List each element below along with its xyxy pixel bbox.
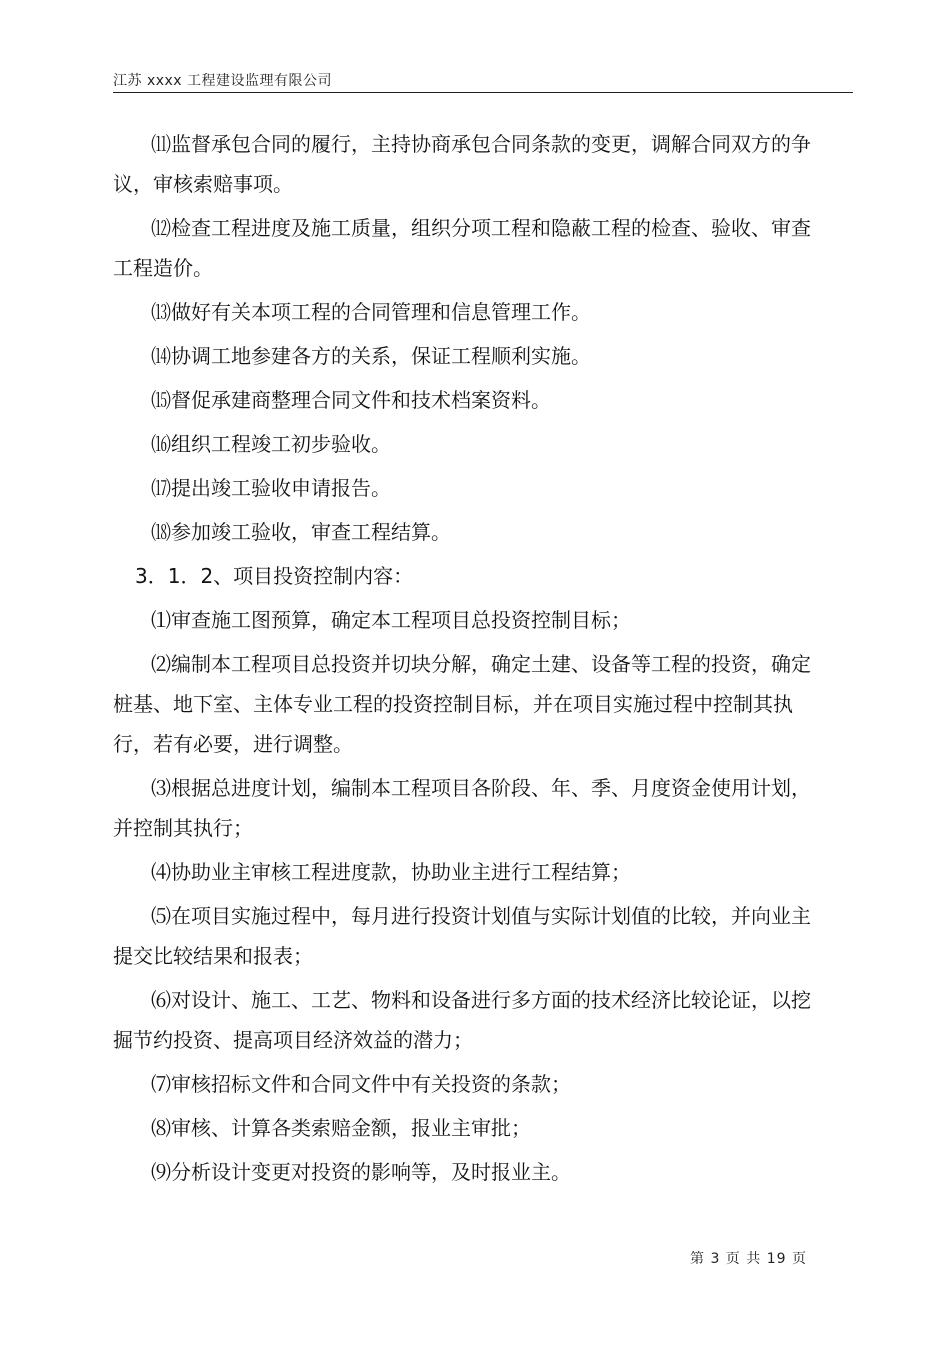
investment-item-6: ⑹对设计、施工、工艺、物料和设备进行多方面的技术经济比较论证，以挖掘节约投资、提高项目经济效益的潜力； (113, 988, 811, 1052)
page-number: 第 3 页 共 19 页 (690, 1251, 807, 1267)
document-body (113, 124, 813, 1196)
investment-item-3: ⑶根据总进度计划，编制本工程项目各阶段、年、季、月度资金使用计划，并控制其执行； (113, 776, 811, 840)
item-17: ⒄提出竣工验收申请报告。 (151, 476, 391, 500)
item-16: ⒃组织工程竣工初步验收。 (151, 432, 391, 456)
investment-item-2: ⑵编制本工程项目总投资并切块分解，确定土建、设备等工程的投资，确定桩基、地下室、主体专业工程的投资控制目标，并在项目实施过程中控制其执行，若有必要，进行调整。 (113, 652, 811, 756)
section-heading-3-1-2: 3．1．2、项目投资控制内容： (135, 564, 414, 588)
investment-item-5: ⑸在项目实施过程中，每月进行投资计划值与实际计划值的比较，并向业主提交比较结果和报表； (113, 904, 811, 968)
item-15: ⒂督促承建商整理合同文件和技术档案资料。 (151, 388, 551, 412)
investment-item-7: ⑺审核招标文件和合同文件中有关投资的条款； (151, 1072, 571, 1096)
item-18: ⒅参加竣工验收，审查工程结算。 (151, 520, 451, 544)
investment-item-8: ⑻审核、计算各类索赔金额，报业主审批； (151, 1116, 531, 1140)
header-divider (113, 92, 853, 93)
item-14: ⒁协调工地参建各方的关系，保证工程顺利实施。 (151, 344, 591, 368)
investment-item-1: ⑴审查施工图预算，确定本工程项目总投资控制目标； (151, 608, 631, 632)
item-12: ⑿检查工程进度及施工质量，组织分项工程和隐蔽工程的检查、验收、审查工程造价。 (113, 216, 811, 280)
investment-item-9: ⑼分析设计变更对投资的影响等，及时报业主。 (151, 1160, 571, 1184)
item-13: ⒀做好有关本项工程的合同管理和信息管理工作。 (151, 300, 591, 324)
investment-item-4: ⑷协助业主审核工程进度款，协助业主进行工程结算； (151, 860, 631, 884)
page-header: 江苏 xxxx 工程建设监理有限公司 (113, 73, 333, 89)
item-11: ⑾监督承包合同的履行，主持协商承包合同条款的变更，调解合同双方的争议，审核索赔事项。 (113, 132, 811, 196)
